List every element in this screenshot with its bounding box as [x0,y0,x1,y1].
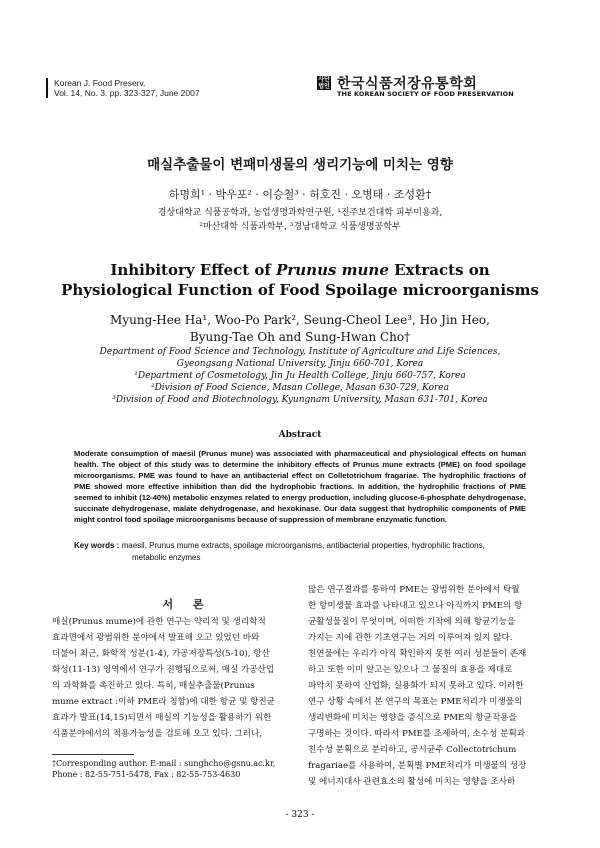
english-title-species: Prunus mune [276,261,389,279]
intro-right-column [308,582,552,790]
text-line: 가지는 지에 관한 기초연구는 거의 이루어져 있지 않다. [308,633,513,643]
text-line: 균활성물질이 무엇이며, 어떠한 기작에 의해 항균기능을 [308,617,516,627]
page-number: - 323 - [285,810,315,820]
society-english-name: THE KOREAN SOCIETY OF FOOD PRESERVATION [337,90,514,98]
text-line: 효과가 발표(14,15)되면서 매실의 기능성을 활용하기 위한 [52,713,272,723]
text-line: 파악치 못하여 산업화, 실용화가 되지 못하고 있다. 이러한 [308,681,524,691]
english-affiliations [0,346,600,406]
society-mark-icon: 사단법인 [318,76,330,90]
text-line: 천연물에는 우리가 아직 확인하지 못한 여러 성분들이 존재 [308,649,527,659]
korean-affiliations [0,206,600,234]
journal-volume: Vol. 14, No. 3. pp. 323-327, June 2007 [54,88,200,98]
text-line: 하고 또한 이미 알고는 있으나 그 물질의 효용을 제대로 [308,665,513,675]
english-affiliation-line: Gyeongsang National University, Jinju 660-701, Korea [176,359,424,369]
text-line: 매실(Prunus mume)에 관한 연구는 약리적 및 생리학적 [52,617,266,627]
korean-authors: 하명희¹ · 박우포² · 이승철³ · 허호진 · 오병태 · 조성환† [168,188,432,201]
english-title-line2: Physiological Function of Food Spoilage microorganisms [61,281,539,299]
journal-citation [46,78,200,98]
society-logo [317,75,552,101]
keywords [74,540,526,564]
text-line: 및 에너지대사 관련효소의 활성에 미치는 영향을 조사하 [308,777,516,787]
korean-title: 매실추출물이 변패미생물의 생리기능에 미치는 영향 [147,157,453,173]
keywords-value: maesil, Prunus mume extracts, spoilage microorganisms, antibacterial properties, hydrophilic fractions, [121,541,485,550]
english-authors [0,312,600,346]
text-line: 생리변화에 미치는 영향을 증식으로 PME의 항균작용을 [308,713,517,723]
text-line: fragariae를 사용하여, 분획별 PME처리가 미생물의 성장 [308,761,527,771]
text-line: mume extract :이하 PME라 칭함)에 대한 항균 및 항진균 [52,697,275,707]
text-line: 의 과학화를 촉진하고 있다. 특히, 매실추출물(Prunus [52,681,255,691]
text-line: 친수성 분획으로 분리하고, 공시균주 Collectotrichum [308,745,517,755]
korean-affiliation-line: ²마산대학 식품과학부, ³경남대학교 식품생명공학부 [199,222,401,232]
text-line: 많은 연구결과를 통하여 PME는 광범위한 분야에서 탁월 [308,585,520,595]
society-korean-name: 한국식품저장유통학회 [337,76,478,92]
keywords-value-continued: metabolic enzymes [132,553,201,562]
footnote-divider [52,754,134,755]
english-title [0,260,600,300]
keywords-label: Key words : [74,541,120,550]
text-line: 구명하는 것이다. 따라서 PME를 조제하여, 소수성 분획과 [308,729,526,739]
text-line: 연구 상황 속에서 본 연구의 목표는 PME처리가 미생물의 [308,697,523,707]
english-author-line: Myung-Hee Ha¹, Woo-Po Park², Seung-Cheol Lee³, Ho Jin Heo, [110,313,490,327]
english-title-part: Inhibitory Effect of [110,261,277,279]
english-title-part: Extracts on [388,261,490,279]
english-affiliation-line: Department of Food Science and Technology, Institute of Agriculture and Life Sciences, [99,347,501,357]
text-line: 식품분야에서의 적용가능성을 검토해 오고 있다. 그러나, [52,729,263,739]
text-line: 효과면에서 광범위한 분야에서 발표해 오고 있었던 바와 [52,633,260,643]
section-heading-introduction: 서 론 [162,598,212,611]
abstract-heading: Abstract [278,430,322,440]
english-affiliation-line: ²Division of Food Science, Masan College, Masan 630-729, Korea [150,383,449,393]
english-affiliation-line: ¹Department of Cosmetology, Jin Ju Health College, Jinju 660-757, Korea [134,371,466,381]
text-line: 더불어 최근, 화학적 성분(1-4), 가공저장특성(5-10), 항산 [52,649,270,659]
english-author-line: Byung-Tae Oh and Sung-Hwan Cho† [189,330,411,344]
corresponding-author-footnote [52,758,296,780]
abstract-body: Moderate consumption of maesil (Prunus mune) was associated with pharmaceutical and physiological effects on human health. The object of this study was to determine the inhibitory effects of Prunus mune extracts (PME) on food spoilage microorganisms. PME was found to have an antibacterial effect on Colletotrichum fragariae. The hydrophilic fractions of PME showed more effective inhibition than did the hydrophobic fractions. In addition, the hydrophilic fractions of PME seemed to inhibit (12-40%) metabolic enzymes related to energy production, including glucose-6-phosphate dehydrogenase, succinate dehydrogenase, malate dehydrogenase, and hexokinase. Our data suggest that hydrophilic components of PME might control food spoilage microorganisms because of suppression of membrane enzymatic function. [74,449,526,524]
intro-left-column [52,614,296,742]
english-affiliation-line: ³Division of Food and Biotechnology, Kyungnam University, Masan 631-701, Korea [112,395,488,405]
korean-affiliation-line: 경상대학교 식품공학과, 농업생명과학연구원, ¹진주보건대학 피부미용과, [157,208,443,218]
text-line: 한 항미생물 효과를 나타내고 있으나 아직까지 PME의 항 [308,601,523,611]
journal-name: Korean J. Food Preserv. [54,78,146,88]
text-line: 화성(11-13) 영역에서 연구가 진행됨으로써, 매실 가공산업 [52,665,275,675]
footnote-phone: Phone : 82-55-751-5478, Fax : 82-55-753-4630 [52,770,241,779]
footnote-email: †Corresponding author. E-mail : sunghcho@gsnu.ac.kr, [52,759,276,768]
